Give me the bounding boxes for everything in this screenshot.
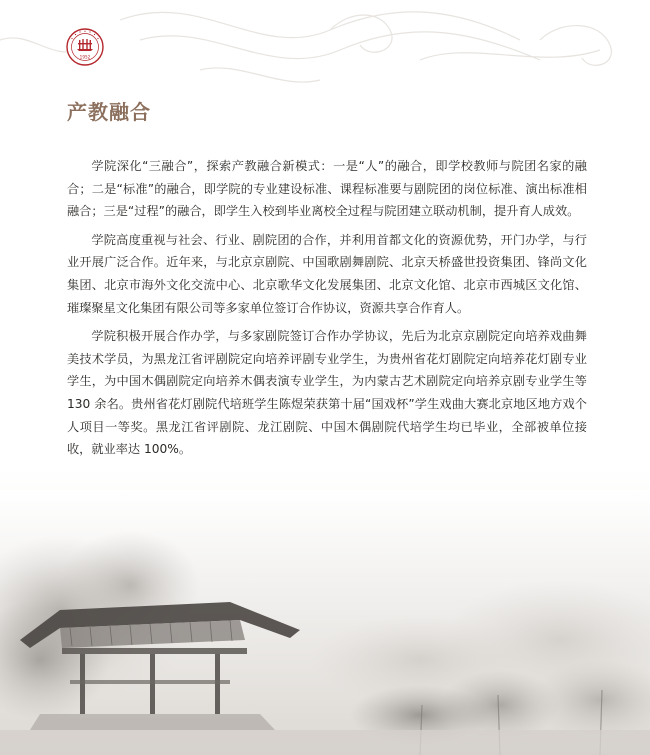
- paragraph-joint-training: 学院积极开展合作办学，与多家剧院签订合作办学协议，先后为北京京剧院定向培养戏曲舞美技术学员，为黑龙江省评剧院定向培养评剧专业学生，为贵州省花灯剧院定向培养花灯剧专业学生，为中国木偶剧院定向培养木偶表演专业学生，为内蒙古艺术剧院定向培养京剧专业学生等 130 余名。贵州省花灯剧院代培班学生陈煜荣获第十届“国戏杯”学生戏曲大赛北京地区地方戏个人项目一等奖。黑龙江省评剧院、龙江剧院、中国木偶剧院代培学生均已毕业，全部被单位接收，就业率达 100%。: [67, 329, 587, 457]
- ink-wash-pavilion-landscape: [0, 490, 650, 755]
- paragraph-industry-cooperation: 学院高度重视与社会、行业、剧院团的合作，并利用首都文化的资源优势，开门办学，与行业开展广泛合作。近年来，与北京京剧院、中国歌剧舞剧院、北京天桥盛世投资集团、锋尚文化集团、北京市海外文化交流中心、北京歌华文化发展集团、北京文化馆、北京市西城区文化馆、璀璨聚星文化集团有限公司等多家单位签订合作协议，资源共享合作育人。: [67, 232, 587, 315]
- paragraph-integration-model: 学院深化“三融合”，探索产教融合新模式：一是“人”的融合，即学校教师与院团名家的融合；二是“标准”的融合，即学院的专业建设标准、课程标准要与剧院团的岗位标准、演出标准相融合；三是“过程”的融合，即学生入校到毕业离校全过程与院团建立联动机制，提升育人成效。: [67, 159, 587, 219]
- section-title: 产教融合: [67, 100, 151, 124]
- academy-logo-icon: [66, 28, 104, 66]
- logo-year: 1952: [79, 54, 91, 60]
- cloud-swirl-ornament: [0, 0, 650, 160]
- body-text: [67, 155, 587, 467]
